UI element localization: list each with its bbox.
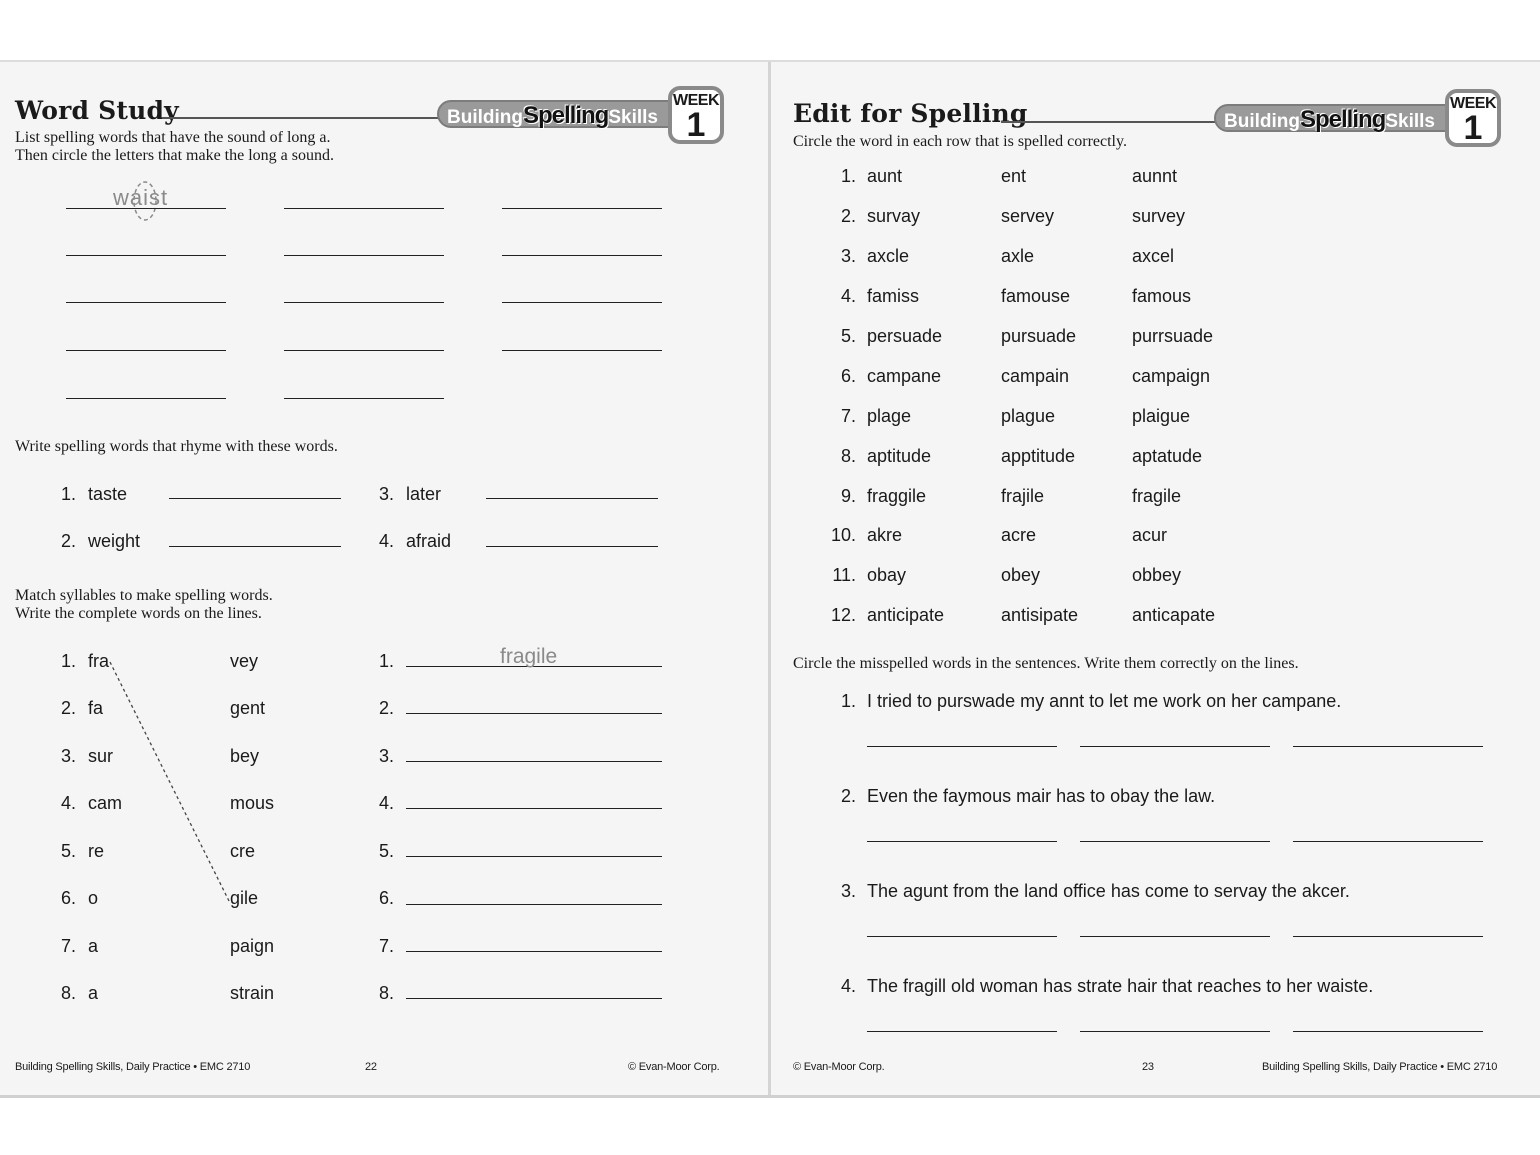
answer-line[interactable] [867, 936, 1057, 937]
answer-line[interactable] [406, 904, 662, 905]
answer-line[interactable] [1080, 841, 1270, 842]
second-syllable: paign [230, 936, 275, 956]
second-syllable: cre [230, 841, 256, 861]
footer-copyright: © Evan-Moor Corp. [793, 1061, 885, 1073]
example-answer: fragile [500, 645, 558, 668]
item-number: 5. [60, 841, 76, 861]
answer-line[interactable] [66, 398, 226, 399]
rhyme-word: taste [88, 484, 128, 504]
word-choice[interactable]: famouse [1001, 286, 1071, 306]
first-syllable: fa [88, 698, 104, 718]
answer-number: 8. [378, 983, 394, 1003]
word-choice[interactable]: obey [1001, 565, 1041, 585]
answer-line[interactable] [406, 713, 662, 714]
instructions-syllables [15, 587, 273, 623]
word-choice[interactable]: persuade [867, 326, 943, 346]
week-number: 1 [686, 106, 706, 144]
week-number: 1 [1463, 109, 1483, 147]
item-number: 4. [840, 976, 856, 996]
instructions-circle-word: Circle the word in each row that is spelled correctly. [793, 133, 1127, 150]
item-number: 3. [60, 746, 76, 766]
word-choice[interactable]: akre [867, 525, 903, 545]
first-syllable: fra [88, 651, 110, 671]
series-badge [437, 100, 690, 128]
rhyme-word: afraid [406, 531, 452, 551]
word-choice[interactable]: obbey [1132, 565, 1182, 585]
word-choice[interactable]: axcle [867, 246, 910, 266]
footer-title: Building Spelling Skills, Daily Practice • EMC 2710 [1262, 1061, 1498, 1073]
item-number: 1. [60, 651, 76, 671]
item-number: 2. [60, 531, 76, 551]
example-circle-mark [130, 178, 160, 224]
item-number: 2. [60, 698, 76, 718]
item-number: 8. [840, 446, 856, 466]
answer-line[interactable] [406, 808, 662, 809]
answer-line[interactable] [66, 255, 226, 256]
word-choice[interactable]: acur [1132, 525, 1168, 545]
example-answer: waist [113, 185, 169, 210]
badge-word-spelling: Spelling [1299, 106, 1386, 133]
word-choice[interactable]: ent [1001, 166, 1027, 186]
page-title: Edit for Spelling [793, 99, 1028, 128]
answer-line[interactable] [486, 498, 658, 499]
word-choice[interactable]: aptitude [867, 446, 932, 466]
word-choice[interactable]: obay [867, 565, 907, 585]
answer-line[interactable] [66, 302, 226, 303]
answer-line[interactable] [406, 998, 662, 999]
badge-word-building: Building [447, 107, 523, 128]
item-number: 7. [60, 936, 76, 956]
badge-word-building: Building [1224, 111, 1300, 132]
instruction-line: Write the complete words on the lines. [15, 605, 262, 622]
page-number: 22 [365, 1061, 377, 1073]
item-number: 4. [60, 793, 76, 813]
item-number: 3. [840, 246, 856, 266]
word-choice[interactable]: servey [1001, 206, 1055, 226]
week-box [1445, 89, 1501, 147]
answer-line[interactable] [284, 208, 444, 209]
match-connector-line [105, 657, 235, 907]
sentence-text[interactable]: Even the faymous mair has to obay the law. [867, 786, 1216, 806]
answer-line[interactable] [66, 208, 226, 209]
week-label: WEEK [1450, 95, 1496, 112]
item-number: 11. [832, 565, 856, 585]
word-choice[interactable]: survay [867, 206, 921, 226]
item-number: 4. [378, 531, 394, 551]
badge-word-skills: Skills [1385, 111, 1435, 132]
first-syllable: cam [88, 793, 123, 813]
answer-number: 6. [378, 888, 394, 908]
word-choice[interactable]: famous [1132, 286, 1192, 306]
instructions-long-a [15, 129, 334, 165]
week-label: WEEK [673, 92, 719, 109]
answer-line[interactable] [867, 1031, 1057, 1032]
word-choice[interactable]: aunnt [1132, 166, 1178, 186]
word-choice[interactable]: aunt [867, 166, 903, 186]
answer-line[interactable] [284, 255, 444, 256]
answer-line[interactable] [486, 546, 658, 547]
left-page [0, 62, 768, 1095]
answer-line[interactable] [406, 856, 662, 857]
answer-line[interactable] [1293, 841, 1483, 842]
item-number: 8. [60, 983, 76, 1003]
word-choice[interactable]: campane [867, 366, 942, 386]
answer-line[interactable] [284, 350, 444, 351]
item-number: 9. [840, 486, 856, 506]
second-syllable: bey [230, 746, 260, 766]
word-choice[interactable]: frajile [1001, 486, 1045, 506]
answer-line[interactable] [502, 255, 662, 256]
rhyme-word: later [406, 484, 442, 504]
answer-line[interactable] [66, 350, 226, 351]
right-page [772, 62, 1540, 1095]
item-number: 1. [840, 691, 856, 711]
word-choice[interactable]: antisipate [1001, 605, 1079, 625]
sentence-text[interactable]: I tried to purswade my annt to let me work on her campane. [867, 691, 1342, 711]
word-choice[interactable]: fragile [1132, 486, 1182, 506]
page-gutter [768, 62, 771, 1095]
word-choice[interactable]: aptatude [1132, 446, 1203, 466]
word-choice[interactable]: survey [1132, 206, 1186, 226]
page-title: Word Study [15, 96, 179, 125]
item-number: 5. [840, 326, 856, 346]
first-syllable: o [88, 888, 99, 908]
badge-word-skills: Skills [608, 107, 658, 128]
word-choice[interactable]: anticapate [1132, 605, 1216, 625]
second-syllable: gent [230, 698, 266, 718]
answer-line[interactable] [502, 208, 662, 209]
answer-number: 7. [378, 936, 394, 956]
instructions-rhyme: Write spelling words that rhyme with these words. [15, 438, 338, 455]
footer-copyright: © Evan-Moor Corp. [628, 1061, 720, 1073]
word-choice[interactable]: plague [1001, 406, 1056, 426]
instruction-line: List spelling words that have the sound of long a. [15, 129, 331, 146]
item-number: 6. [60, 888, 76, 908]
page-number: 23 [1142, 1061, 1154, 1073]
first-syllable: sur [88, 746, 114, 766]
answer-line[interactable] [284, 398, 444, 399]
word-choice[interactable]: fraggile [867, 486, 927, 506]
answer-line[interactable] [1080, 936, 1270, 937]
badge-word-spelling: Spelling [522, 102, 609, 129]
answer-line[interactable] [1293, 1031, 1483, 1032]
answer-line[interactable] [284, 302, 444, 303]
second-syllable: mous [230, 793, 275, 813]
item-number: 4. [840, 286, 856, 306]
series-badge [1214, 104, 1467, 132]
word-choice[interactable]: purrsuade [1132, 326, 1214, 346]
answer-line[interactable] [502, 302, 662, 303]
item-number: 1. [60, 484, 76, 504]
instructions-misspelled: Circle the misspelled words in the sentences. Write them correctly on the lines. [793, 655, 1299, 672]
answer-number: 5. [378, 841, 394, 861]
instruction-line: Match syllables to make spelling words. [15, 587, 273, 604]
answer-line[interactable] [1293, 936, 1483, 937]
answer-number: 3. [378, 746, 394, 766]
answer-line[interactable] [406, 951, 662, 952]
answer-line[interactable] [1080, 1031, 1270, 1032]
second-syllable: gile [230, 888, 259, 908]
instruction-line: Then circle the letters that make the long a sound. [15, 147, 334, 164]
answer-line[interactable] [867, 841, 1057, 842]
second-syllable: vey [230, 651, 259, 671]
word-choice[interactable]: pursuade [1001, 326, 1077, 346]
word-choice[interactable]: anticipate [867, 605, 945, 625]
first-syllable: a [88, 983, 99, 1003]
item-number: 7. [840, 406, 856, 426]
answer-number: 4. [378, 793, 394, 813]
answer-line[interactable] [867, 746, 1057, 747]
answer-line[interactable] [502, 350, 662, 351]
sentence-text[interactable]: The agunt from the land office has come to servay the akcer. [867, 881, 1350, 901]
first-syllable: re [88, 841, 105, 861]
answer-line[interactable] [1080, 746, 1270, 747]
word-choice[interactable]: apptitude [1001, 446, 1076, 466]
word-choice[interactable]: plage [867, 406, 912, 426]
title-rule [162, 117, 442, 119]
footer-title: Building Spelling Skills, Daily Practice • EMC 2710 [15, 1061, 251, 1073]
item-number: 12. [830, 605, 856, 625]
answer-line[interactable] [406, 761, 662, 762]
workbook-spread [0, 60, 1540, 1098]
answer-line[interactable] [169, 498, 341, 499]
first-syllable: a [88, 936, 99, 956]
item-number: 3. [378, 484, 394, 504]
second-syllable: strain [230, 983, 275, 1003]
answer-line[interactable] [169, 546, 341, 547]
word-choice[interactable]: axcel [1132, 246, 1175, 266]
week-box [668, 86, 724, 144]
item-number: 3. [840, 881, 856, 901]
answer-number: 2. [378, 698, 394, 718]
answer-number: 1. [378, 651, 394, 671]
answer-line[interactable] [1293, 746, 1483, 747]
word-choice[interactable]: axle [1001, 246, 1035, 266]
item-number: 1. [840, 166, 856, 186]
word-choice[interactable]: plaigue [1132, 406, 1191, 426]
word-choice[interactable]: famiss [867, 286, 920, 306]
item-number: 10. [830, 525, 856, 545]
item-number: 2. [840, 206, 856, 226]
word-choice[interactable]: acre [1001, 525, 1037, 545]
sentence-text[interactable]: The fragill old woman has strate hair that reaches to her waiste. [867, 976, 1374, 996]
item-number: 2. [840, 786, 856, 806]
word-choice[interactable]: campaign [1132, 366, 1211, 386]
title-rule [1001, 121, 1219, 123]
item-number: 6. [840, 366, 856, 386]
rhyme-word: weight [88, 531, 141, 551]
word-choice[interactable]: campain [1001, 366, 1070, 386]
